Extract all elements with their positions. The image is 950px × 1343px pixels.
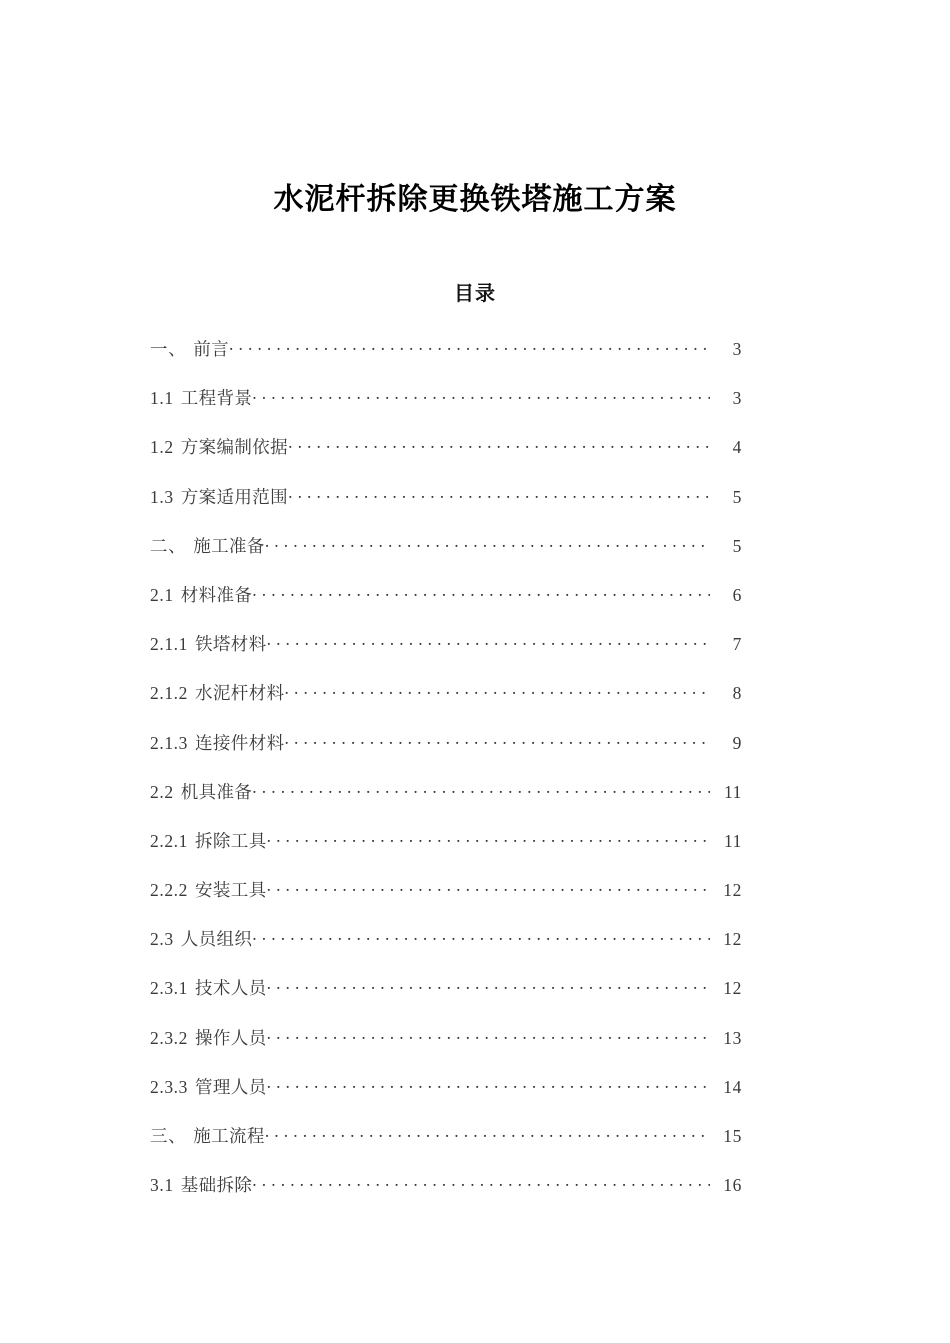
page-title: 水泥杆拆除更换铁塔施工方案 <box>273 183 677 217</box>
toc-dot-leader <box>252 780 710 798</box>
toc-entry-label <box>150 730 285 755</box>
toc-entry[interactable] <box>150 828 742 877</box>
toc-entry-page-number: 12 <box>723 929 742 950</box>
toc-dot-leader <box>288 436 710 454</box>
toc-entry-number: 2.3.1 <box>150 978 188 999</box>
toc-entry-label <box>150 877 267 902</box>
toc-entry[interactable] <box>150 385 742 434</box>
toc-entry[interactable] <box>150 975 742 1024</box>
toc-dot-leader <box>267 633 710 651</box>
toc-entry-page-number: 14 <box>723 1076 742 1097</box>
toc-entry-page-number: 8 <box>732 683 742 704</box>
toc-entry[interactable] <box>150 926 742 975</box>
toc-entry[interactable] <box>150 1172 742 1221</box>
toc-entry-title: 方案适用范围 <box>180 486 289 507</box>
toc-entry[interactable] <box>150 336 742 385</box>
toc-entry-page-number: 11 <box>723 781 742 802</box>
toc-entry-title: 机具准备 <box>180 781 253 802</box>
toc-entry-number: 2.3.3 <box>150 1076 188 1097</box>
toc-entry-title: 工程背景 <box>180 388 253 409</box>
toc-dot-leader <box>267 977 710 995</box>
toc-entry-label <box>150 1172 252 1197</box>
toc-entry-number: 1.3 <box>150 486 174 507</box>
toc-entry-number: 2.3 <box>150 929 174 950</box>
toc-dot-leader <box>252 583 710 601</box>
toc-entry-page-number: 12 <box>723 880 742 901</box>
toc-entry-page-number: 3 <box>732 339 742 359</box>
toc-dot-leader <box>252 387 710 405</box>
toc-entry[interactable] <box>150 877 742 926</box>
toc-entry-page-number: 13 <box>723 1027 742 1048</box>
toc-entry-label <box>150 779 252 804</box>
toc-entry-title: 连接件材料 <box>195 732 285 753</box>
toc-entry-number: 2.2.2 <box>150 880 188 901</box>
toc-entry-page-number: 11 <box>723 830 742 851</box>
toc-entry-label <box>150 828 267 853</box>
toc-entry-page-number: 9 <box>732 732 742 753</box>
toc-entry-title: 管理人员 <box>195 1076 267 1097</box>
toc-entry-title: 方案编制依据 <box>180 437 289 458</box>
toc-dot-leader <box>252 1174 710 1192</box>
toc-dot-leader <box>267 1075 710 1093</box>
toc-entry[interactable] <box>150 680 742 729</box>
toc-entry-label <box>150 1025 267 1050</box>
toc-entry-title: 基础拆除 <box>180 1175 253 1196</box>
toc-entry-number: 三、 <box>150 1126 187 1146</box>
toc-entry[interactable] <box>150 779 742 828</box>
toc-entry-page-number: 16 <box>723 1175 742 1196</box>
toc-dot-leader <box>285 731 711 749</box>
toc-dot-leader <box>265 1125 710 1143</box>
toc-entry-title: 安装工具 <box>195 880 267 901</box>
toc-dot-leader <box>265 534 710 552</box>
toc-entry-number: 二、 <box>150 535 187 556</box>
toc-entry-title: 施工准备 <box>193 535 265 556</box>
toc-entry-page-number: 5 <box>732 535 742 556</box>
toc-dot-leader <box>267 879 710 897</box>
table-of-contents-heading: 目录 <box>454 282 496 305</box>
toc-entry[interactable] <box>150 631 742 680</box>
toc-entry-title: 人员组织 <box>180 929 253 950</box>
toc-entry-page-number: 4 <box>732 437 742 458</box>
toc-entry-number: 2.3.2 <box>150 1027 188 1048</box>
toc-entry-label <box>150 434 288 459</box>
toc-entry-label <box>150 336 229 361</box>
toc-entry[interactable] <box>150 1025 742 1074</box>
toc-entry-page-number: 7 <box>732 634 742 655</box>
toc-entry-title: 材料准备 <box>180 584 253 605</box>
toc-entry-label <box>150 680 285 705</box>
toc-entry-number: 1.2 <box>150 437 174 458</box>
toc-entry-label <box>150 385 252 410</box>
toc-entry[interactable] <box>150 582 742 631</box>
toc-entry[interactable] <box>150 1074 742 1123</box>
toc-entry-label <box>150 631 267 656</box>
toc-entry-title: 施工流程 <box>193 1126 265 1146</box>
toc-entry-label <box>150 1123 265 1148</box>
toc-entry[interactable] <box>150 533 742 582</box>
toc-entry-label <box>150 533 265 558</box>
toc-entry-page-number: 6 <box>732 584 742 605</box>
toc-entry-page-number: 12 <box>723 978 742 999</box>
toc-entry-number: 2.2.1 <box>150 830 188 851</box>
toc-entry-number: 3.1 <box>150 1175 174 1196</box>
toc-dot-leader <box>267 1026 710 1044</box>
toc-entry-title: 技术人员 <box>195 978 267 999</box>
toc-entry-label <box>150 582 252 607</box>
toc-entry-title: 操作人员 <box>195 1027 267 1048</box>
toc-entry-number: 1.1 <box>150 388 174 409</box>
toc-entry-number: 2.2 <box>150 781 174 802</box>
toc-entry-title: 铁塔材料 <box>195 634 267 655</box>
toc-dot-leader <box>252 928 710 946</box>
toc-dot-leader <box>229 338 710 356</box>
toc-entry-number: 2.1.2 <box>150 683 188 704</box>
toc-entry-label <box>150 926 252 951</box>
toc-dot-leader <box>285 682 711 700</box>
toc-entry-number: 一、 <box>150 339 187 359</box>
table-of-contents <box>150 336 742 1221</box>
toc-entry-label <box>150 484 288 509</box>
toc-entry-number: 2.1 <box>150 584 174 605</box>
toc-entry-number: 2.1.3 <box>150 732 188 753</box>
toc-entry[interactable] <box>150 434 742 483</box>
toc-entry-number: 2.1.1 <box>150 634 188 655</box>
toc-entry-page-number: 15 <box>723 1126 742 1146</box>
toc-entry-label <box>150 975 267 1000</box>
toc-entry-label <box>150 1074 267 1099</box>
toc-entry-title: 拆除工具 <box>195 830 267 851</box>
toc-entry-page-number: 3 <box>732 388 742 409</box>
toc-dot-leader <box>267 829 710 847</box>
toc-entry-page-number: 5 <box>732 486 742 507</box>
toc-entry-title: 前言 <box>193 339 230 359</box>
toc-dot-leader <box>288 485 710 503</box>
toc-entry-title: 水泥杆材料 <box>195 683 285 704</box>
toc-entry[interactable] <box>150 1123 742 1172</box>
toc-entry[interactable] <box>150 484 742 533</box>
toc-entry[interactable] <box>150 730 742 779</box>
